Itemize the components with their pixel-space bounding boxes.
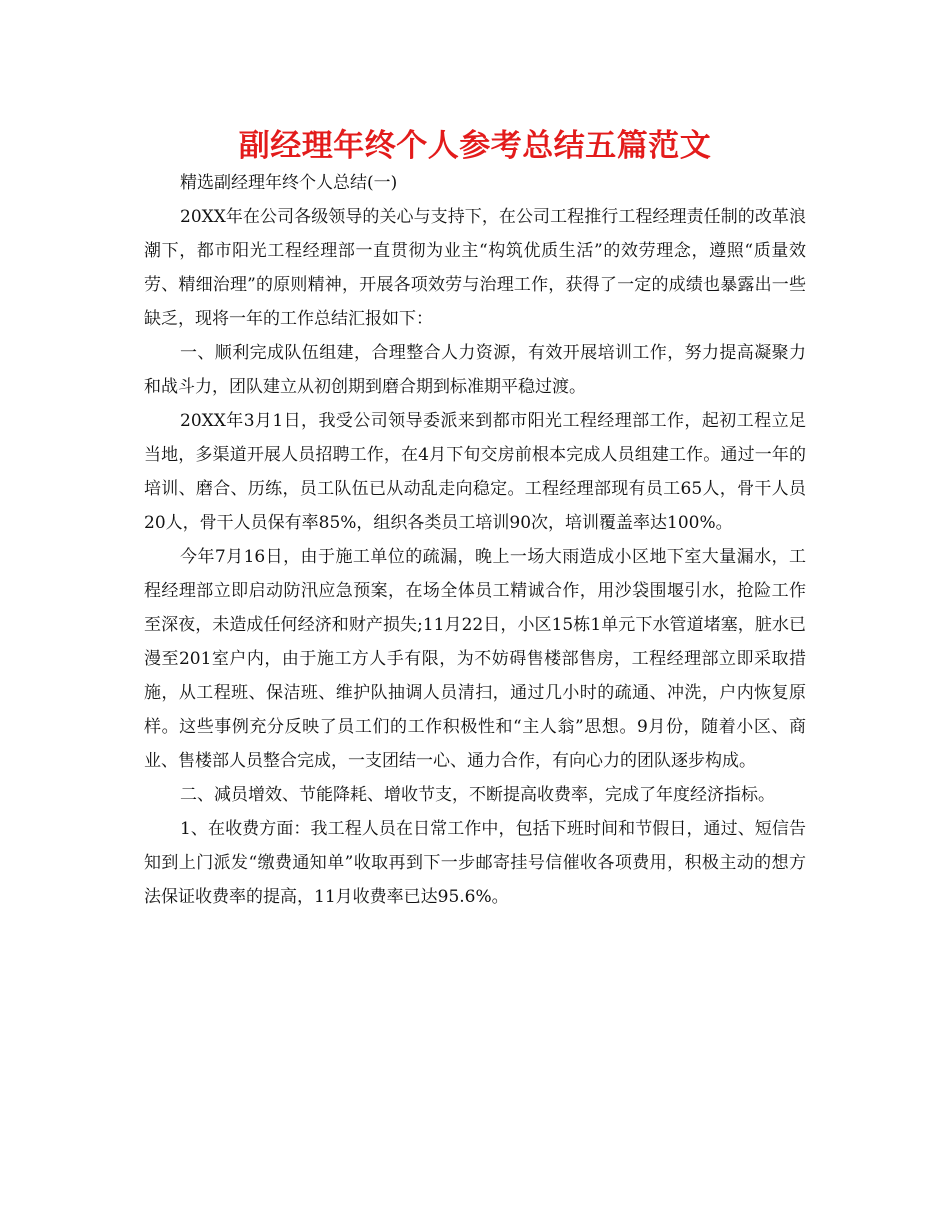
body-paragraph: 20XX年在公司各级领导的关心与支持下，在公司工程推行工程经理责任制的改革浪潮下，都市阳光工程经理部一直贯彻为业主“构筑优质生活”的效劳理念，遵照“质量效劳、精细治理”的原则精神，开展各项效劳与治理工作，获得了一定的成绩也暴露出一些缺乏，现将一年的工作总结汇报如下：	[144, 207, 806, 329]
document-body	[144, 166, 806, 914]
body-paragraph: 二、减员增效、节能降耗、增收节支，不断提高收费率，完成了年度经济指标。	[180, 785, 775, 805]
body-paragraph: 一、顺利完成队伍组建，合理整合人力资源，有效开展培训工作，努力提高凝聚力和战斗力，团队建立从初创期到磨合期到标准期平稳过渡。	[144, 343, 806, 397]
section-heading: 精选副经理年终个人总结(一)	[180, 173, 398, 193]
body-paragraph: 1、在收费方面：我工程人员在日常工作中，包括下班时间和节假日，通过、短信告知到上门派发“缴费通知单”收取再到下一步邮寄挂号信催收各项费用，积极主动的想方法保证收费率的提高，11月收费率已达95.6%。	[144, 819, 806, 907]
document-title: 副经理年终个人参考总结五篇范文	[238, 128, 712, 164]
body-paragraph: 20XX年3月1日，我受公司领导委派来到都市阳光工程经理部工作，起初工程立足当地，多渠道开展人员招聘工作，在4月下旬交房前根本完成人员组建工作。通过一年的培训、磨合、历练，员工队伍已从动乱走向稳定。工程经理部现有员工65人，骨干人员20人，骨干人员保有率85%，组织各类员工培训90次，培训覆盖率达100%。	[144, 411, 806, 533]
body-paragraph: 今年7月16日，由于施工单位的疏漏，晚上一场大雨造成小区地下室大量漏水，工程经理部立即启动防汛应急预案，在场全体员工精诚合作，用沙袋围堰引水，抢险工作至深夜，未造成任何经济和财产损失;11月22日，小区15栋1单元下水管道堵塞，脏水已漫至201室户内，由于施工方人手有限，为不妨碍售楼部售房，工程经理部立即采取措施，从工程班、保洁班、维护队抽调人员清扫，通过几小时的疏通、冲洗，户内恢复原样。这些事例充分反映了员工们的工作积极性和“主人翁”思想。9月份，随着小区、商业、售楼部人员整合完成，一支团结一心、通力合作，有向心力的团队逐步构成。	[144, 547, 806, 771]
